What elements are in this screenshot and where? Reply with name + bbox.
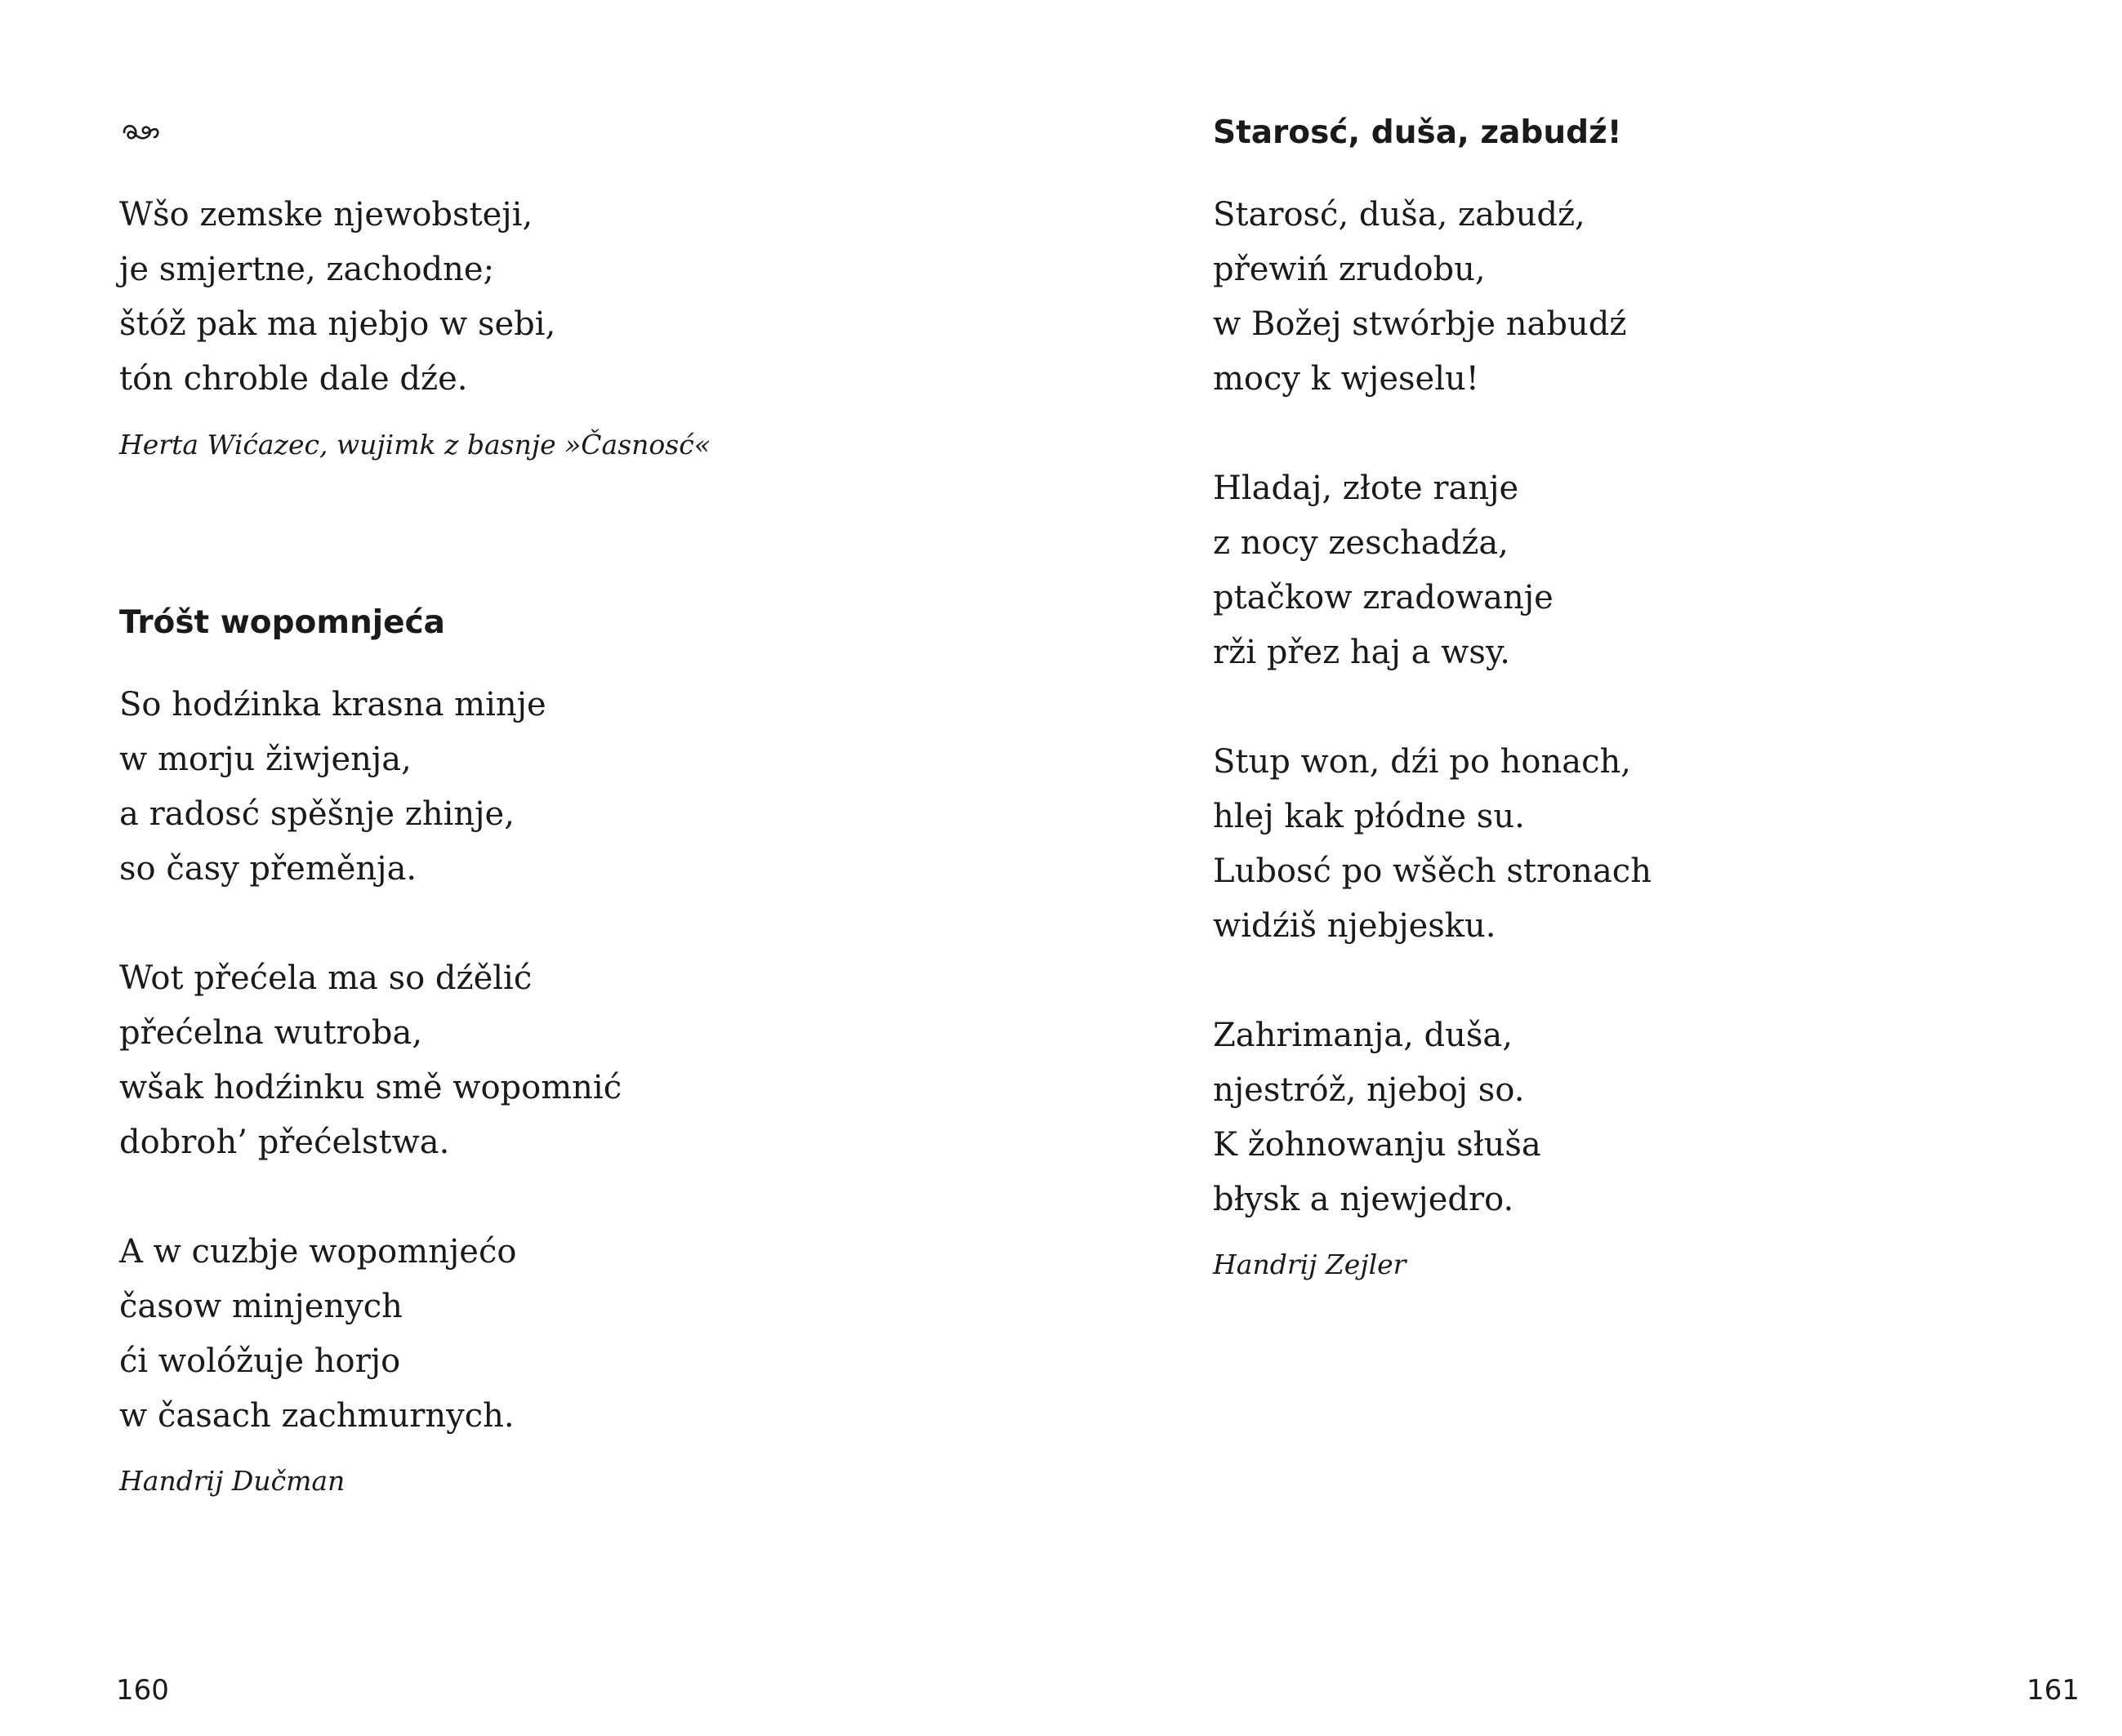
poem-line: časow minjenych	[119, 1288, 403, 1325]
poem-line: błysk a njewjedro.	[1213, 1181, 1514, 1218]
poem-line: w časach zachmurnych.	[119, 1397, 515, 1435]
epigraph-line: Wšo zemske njewobsteji,	[119, 196, 533, 234]
poem-line: a radosć spěšnje zhinje,	[119, 795, 515, 833]
epigraph-line: je smjertne, zachodne;	[119, 251, 495, 288]
poem-line: Wot přećela ma so dźělić	[119, 959, 533, 997]
poem-line: Lubosć po wšěch stronach	[1213, 852, 1652, 890]
poem-line: přećelna wutroba,	[119, 1014, 423, 1052]
poem-line: Starosć, duša, zabudź,	[1213, 196, 1585, 234]
poem-line: hlej kak płódne su.	[1213, 798, 1525, 835]
poem-author: Handrij Dučman	[119, 1465, 345, 1497]
poem-line: dobroh’ přećelstwa.	[119, 1124, 450, 1161]
poem-line: ptačkow zradowanje	[1213, 579, 1554, 617]
poem-line: widźiš njebjesku.	[1213, 907, 1496, 945]
page-number: 160	[116, 1674, 169, 1707]
ornament-icon	[119, 119, 160, 144]
page-number: 161	[2026, 1674, 2080, 1707]
poem-line: wšak hodźinku smě wopomnić	[119, 1069, 622, 1106]
poem-line: z nocy zeschadźa,	[1213, 524, 1509, 562]
poem-line: w morju žiwjenja,	[119, 741, 412, 778]
poem-line: Stup won, dźi po honach,	[1213, 743, 1631, 781]
poem-author: Handrij Zejler	[1213, 1249, 1406, 1280]
poem-line: mocy k wjeselu!	[1213, 360, 1479, 398]
poem-line: ći wolóžuje horjo	[119, 1342, 401, 1380]
poem-line: Hladaj, złote ranje	[1213, 470, 1519, 507]
poem-line: w Božej stwórbje nabudź	[1213, 305, 1627, 343]
poem-line: so časy přeměnja.	[119, 850, 417, 888]
epigraph-source: Herta Wićazec, wujimk z basnje »Časnosć«	[119, 429, 711, 461]
poem-line: rži přez haj a wsy.	[1213, 634, 1510, 671]
poem-title: Starosć, duša, zabudź!	[1213, 114, 1622, 151]
poem-title: Tróšt wopomnjeća	[119, 604, 445, 641]
poem-line: Zahrimanja, duša,	[1213, 1017, 1513, 1054]
poem-line: přewiń zrudobu,	[1213, 251, 1486, 288]
epigraph-line: tón chroble dale dźe.	[119, 360, 468, 398]
epigraph-line: štóž pak ma njebjo w sebi,	[119, 305, 556, 343]
poem-line: A w cuzbje wopomnjećo	[119, 1233, 517, 1271]
poem-line: K žohnowanju słuša	[1213, 1126, 1541, 1164]
poem-line: njestróž, njeboj so.	[1213, 1071, 1525, 1109]
right-page	[1061, 0, 2122, 1736]
poem-line: So hodźinka krasna minje	[119, 686, 546, 723]
